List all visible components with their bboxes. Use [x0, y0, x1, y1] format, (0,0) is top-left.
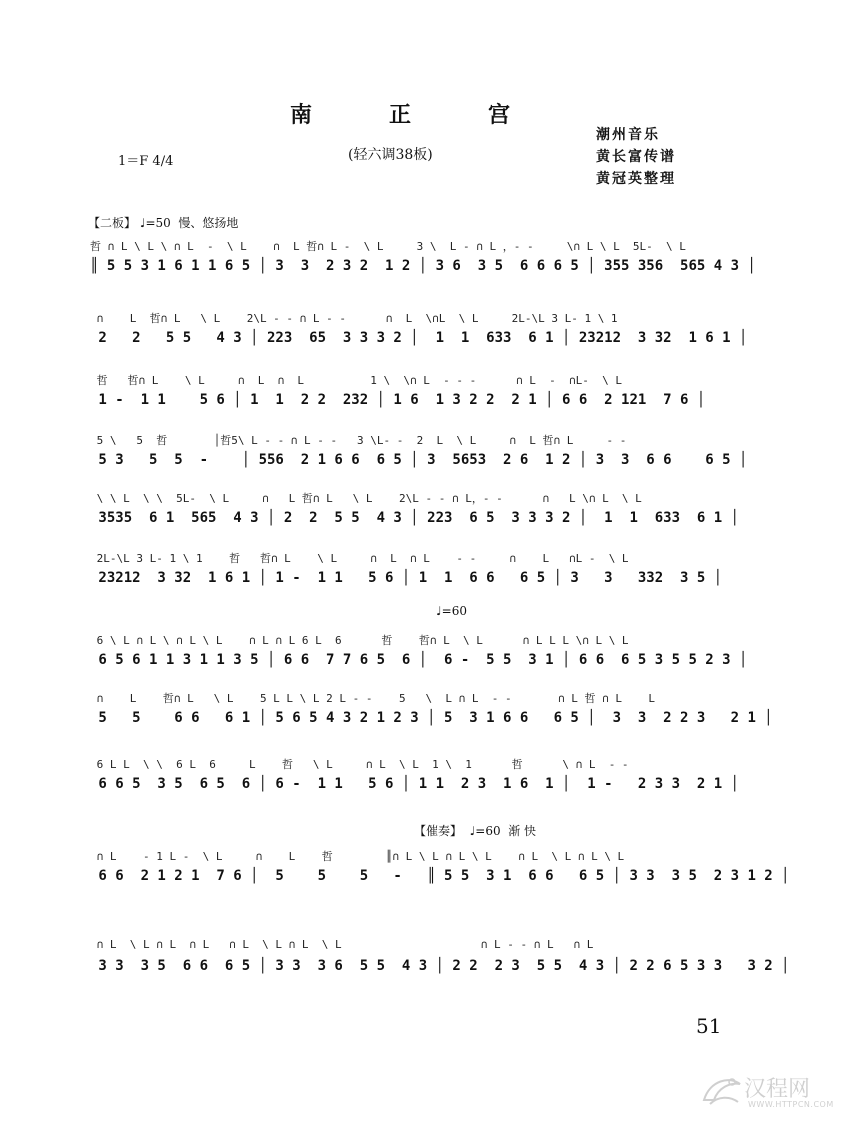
note-line: 6 6 5 3 5 6 5 6 │ 6 - 1 1 5 6 │ 1 1 2 3 1 6 1 │ 1 - 2 3 3 2 1 │ [90, 776, 740, 792]
ornament-line: 5 \ 5 哲 │哲5\ L - - ∩ L - - 3 \L- - 2 L \ L ∩ L 哲∩ L - - [90, 434, 627, 447]
watermark-url: WWW.HTTPCN.COM [748, 1100, 834, 1109]
note-line: 6 6 2 1 2 1 7 6 │ 5 5 5 - ║ 5 5 3 1 6 6 6 5 │ 3 3 3 5 2 3 1 2 │ [90, 868, 790, 884]
title-char-2: 正 [388, 102, 411, 128]
note-line: 1 - 1 1 5 6 │ 1 1 2 2 232 │ 1 6 1 3 2 2 2 1 │ 6 6 2 121 7 6 │ [90, 392, 706, 408]
credit-transmitter: 黄长富传谱 [596, 149, 676, 165]
note-line: ║ 5 5 3 1 6 1 1 6 5 │ 3 3 2 3 2 1 2 │ 3 6 3 5 6 6 6 5 │ 355 356 565 4 3 │ [90, 258, 756, 274]
ornament-line: 哲 哲∩ L \ L ∩ L ∩ L 1 \ \∩ L - - - ∩ L - ∩L- \ L [90, 374, 622, 387]
ornament-line: ∩ L - 1 L - \ L ∩ L 哲 ║∩ L \ L ∩ L \ L ∩ L \ L ∩ L \ L [90, 850, 625, 863]
ornament-line: 哲 ∩ L \ L \ ∩ L - \ L ∩ L 哲∩ L - \ L 3 \ L - ∩ L ，- - \∩ L \ L 5L- \ L [90, 240, 686, 253]
section-head-tempo: ♩=60 [436, 604, 467, 618]
note-line: 5 5 6 6 6 1 │ 5 6 5 4 3 2 1 2 3 │ 5 3 1 6 6 6 5 │ 3 3 2 2 3 2 1 │ [90, 710, 773, 726]
title-char-3: 宫 [487, 102, 510, 128]
title-char-1: 南 [290, 102, 313, 128]
note-line: 23212 3 32 1 6 1 │ 1 - 1 1 5 6 │ 1 1 6 6 6 5 │ 3 3 332 3 5 │ [90, 570, 723, 586]
ornament-line: 2L-\L 3 L- 1 \ 1 哲 哲∩ L \ L ∩ L ∩ L - - ∩ L ∩L - \ L [90, 552, 629, 565]
credits [596, 124, 676, 190]
ornament-line: 6 L L \ \ 6 L 6 L 哲 \ L ∩ L \ L 1 \ 1 哲 \ ∩ L - - [90, 758, 629, 771]
watermark-logo-icon [700, 1070, 744, 1110]
ornament-line: 6 \ L ∩ L \ ∩ L \ L ∩ L ∩ L 6 L 6 哲 哲∩ L \ L ∩ L L L \∩ L \ L [90, 634, 629, 647]
note-line: 6 5 6 1 1 3 1 1 3 5 │ 6 6 7 7 6 5 6 │ 6 - 5 5 3 1 │ 6 6 6 5 3 5 5 2 3 │ [90, 652, 748, 668]
credit-genre: 潮州音乐 [596, 127, 660, 143]
section-head-cuizou: 【催奏】 ♩=60 渐 快 [414, 824, 537, 838]
ornament-line: \ \ L \ \ 5L- \ L ∩ L 哲∩ L \ L 2\L - - ∩ L，- - ∩ L \∩ L \ L [90, 492, 642, 505]
subtitle: (轻六调38板) [348, 147, 433, 163]
key-signature: 1＝F 4/4 [118, 154, 174, 169]
note-line: 3535 6 1 565 4 3 │ 2 2 5 5 4 3 │ 223 6 5 3 3 3 2 │ 1 1 633 6 1 │ [90, 510, 740, 526]
note-line: 2 2 5 5 4 3 │ 223 65 3 3 3 2 │ 1 1 633 6 1 │ 23212 3 32 1 6 1 │ [90, 330, 748, 346]
credit-editor: 黄冠英整理 [596, 171, 676, 187]
watermark-text: 汉程网 [744, 1077, 811, 1102]
page-number: 51 [696, 1014, 722, 1038]
ornament-line: ∩ L 哲∩ L \ L 2\L - - ∩ L - - ∩ L \∩L \ L 2L-\L 3 L- 1 \ 1 [90, 312, 618, 325]
section-head-erban: 【二板】 ♩=50 慢、悠扬地 [88, 216, 239, 230]
watermark [700, 1070, 840, 1114]
ornament-line: ∩ L 哲∩ L \ L 5 L L \ L 2 L - - 5 \ L ∩ L - - ∩ L 哲 ∩ L L [90, 692, 656, 705]
note-line: 5 3 5 5 - │ 556 2 1 6 6 6 5 │ 3 5653 2 6 1 2 │ 3 3 6 6 6 5 │ [90, 452, 748, 468]
page-title [290, 98, 510, 132]
note-line: 3 3 3 5 6 6 6 5 │ 3 3 3 6 5 5 4 3 │ 2 2 2 3 5 5 4 3 │ 2 2 6 5 3 3 3 2 │ [90, 958, 790, 974]
ornament-line: ∩ L \ L ∩ L ∩ L ∩ L \ L ∩ L \ L ∩ L - - ∩ L ∩ L [90, 938, 594, 951]
